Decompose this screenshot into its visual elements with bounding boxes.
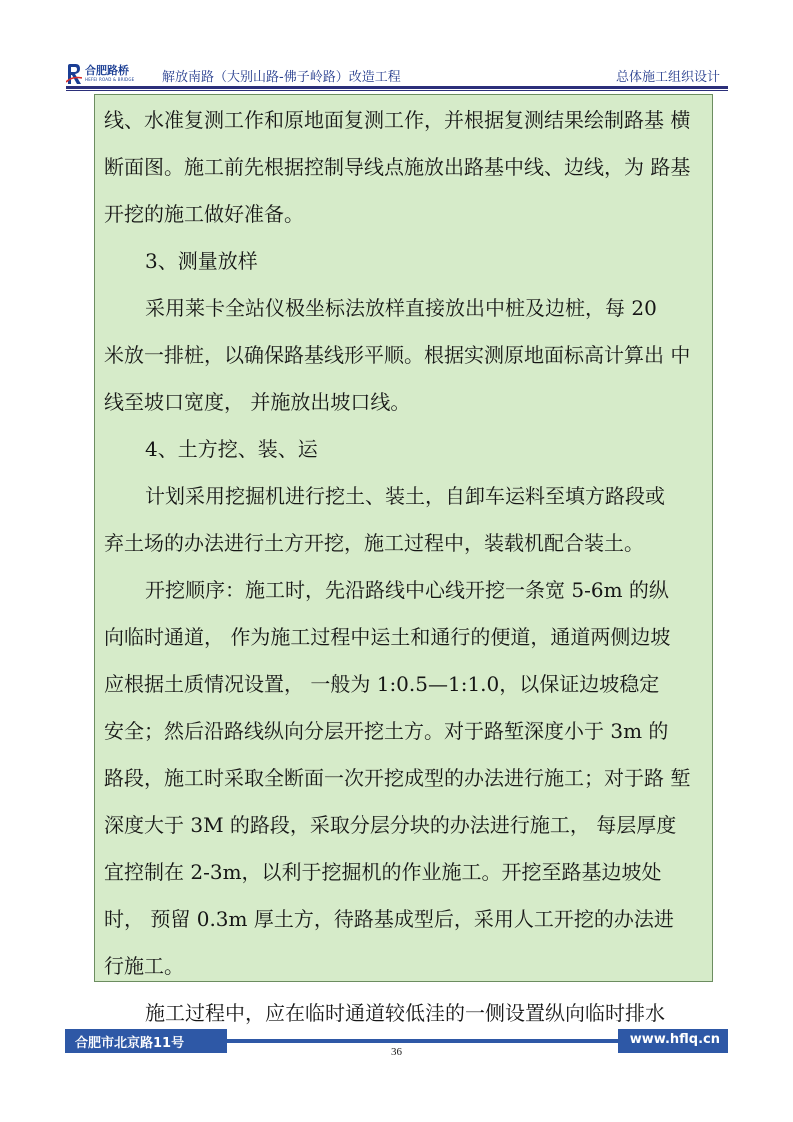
text-line: 开挖顺序：施工时，先沿路线中心线开挖一条宽 5-6m 的纵	[145, 578, 669, 602]
section-heading: 3、测量放样	[145, 249, 258, 273]
text-line: 深度大于 3M 的路段，采取分层分块的办法进行施工， 每层厚度	[104, 813, 677, 837]
logo-subtext: HEFEI ROAD & BRIDGE	[85, 77, 135, 82]
text-line: 施工过程中，应在临时通道较低洼的一侧设置纵向临时排水	[145, 1001, 665, 1025]
text-line: 米放一排桩，以确保路基线形平顺。根据实测原地面标高计算出 中	[104, 343, 691, 367]
text-line: 时， 预留 0.3m 厚土方，待路基成型后，采用人工开挖的办法进	[104, 907, 674, 931]
text-line: 线至坡口宽度， 并施放出坡口线。	[104, 390, 411, 414]
footer-website: www.hflq.cn	[629, 1032, 720, 1047]
document-title: 总体施工组织设计	[615, 70, 720, 85]
text-line: 计划采用挖掘机进行挖土、装土，自卸车运料至填方路段或	[145, 484, 665, 508]
page-header	[66, 62, 728, 90]
header-divider	[66, 86, 728, 89]
text-line: 向临时通道， 作为施工过程中运土和通行的便道，通道两侧边坡	[104, 625, 671, 649]
company-logo	[66, 62, 152, 86]
project-title: 解放南路（大别山路-佛子岭路）改造工程	[162, 70, 401, 85]
section-heading: 4、土方挖、装、运	[145, 437, 318, 461]
text-line: 线、水准复测工作和原地面复测工作，并根据复测结果绘制路基 横	[104, 108, 691, 132]
text-line: 宜控制在 2-3m，以利于挖掘机的作业施工。开挖至路基边坡处	[104, 860, 662, 884]
footer-address: 合肥市北京路11号	[75, 1036, 185, 1051]
text-line: 开挖的施工做好准备。	[104, 202, 304, 226]
page-number: 36	[391, 1046, 402, 1058]
text-line: 路段，施工时采取全断面一次开挖成型的办法进行施工；对于路 堑	[104, 766, 691, 790]
text-line: 断面图。施工前先根据控制导线点施放出路基中线、边线，为 路基	[104, 155, 691, 179]
logo-text: 合肥路桥	[85, 64, 129, 77]
text-line: 弃土场的办法进行土方开挖，施工过程中，装载机配合装土。	[104, 531, 644, 555]
text-line: 安全；然后沿路线纵向分层开挖土方。对于路堑深度小于 3m 的	[104, 719, 669, 743]
text-line: 应根据土质情况设置， 一般为 1:0.5—1:1.0，以保证边坡稳定	[104, 672, 660, 696]
text-line: 行施工。	[104, 954, 184, 978]
footer-divider	[227, 1039, 683, 1043]
header-divider-thin	[66, 90, 728, 91]
logo-icon	[66, 64, 82, 84]
text-line: 采用莱卡全站仪极坐标法放样直接放出中桩及边桩，每 20	[145, 296, 657, 320]
